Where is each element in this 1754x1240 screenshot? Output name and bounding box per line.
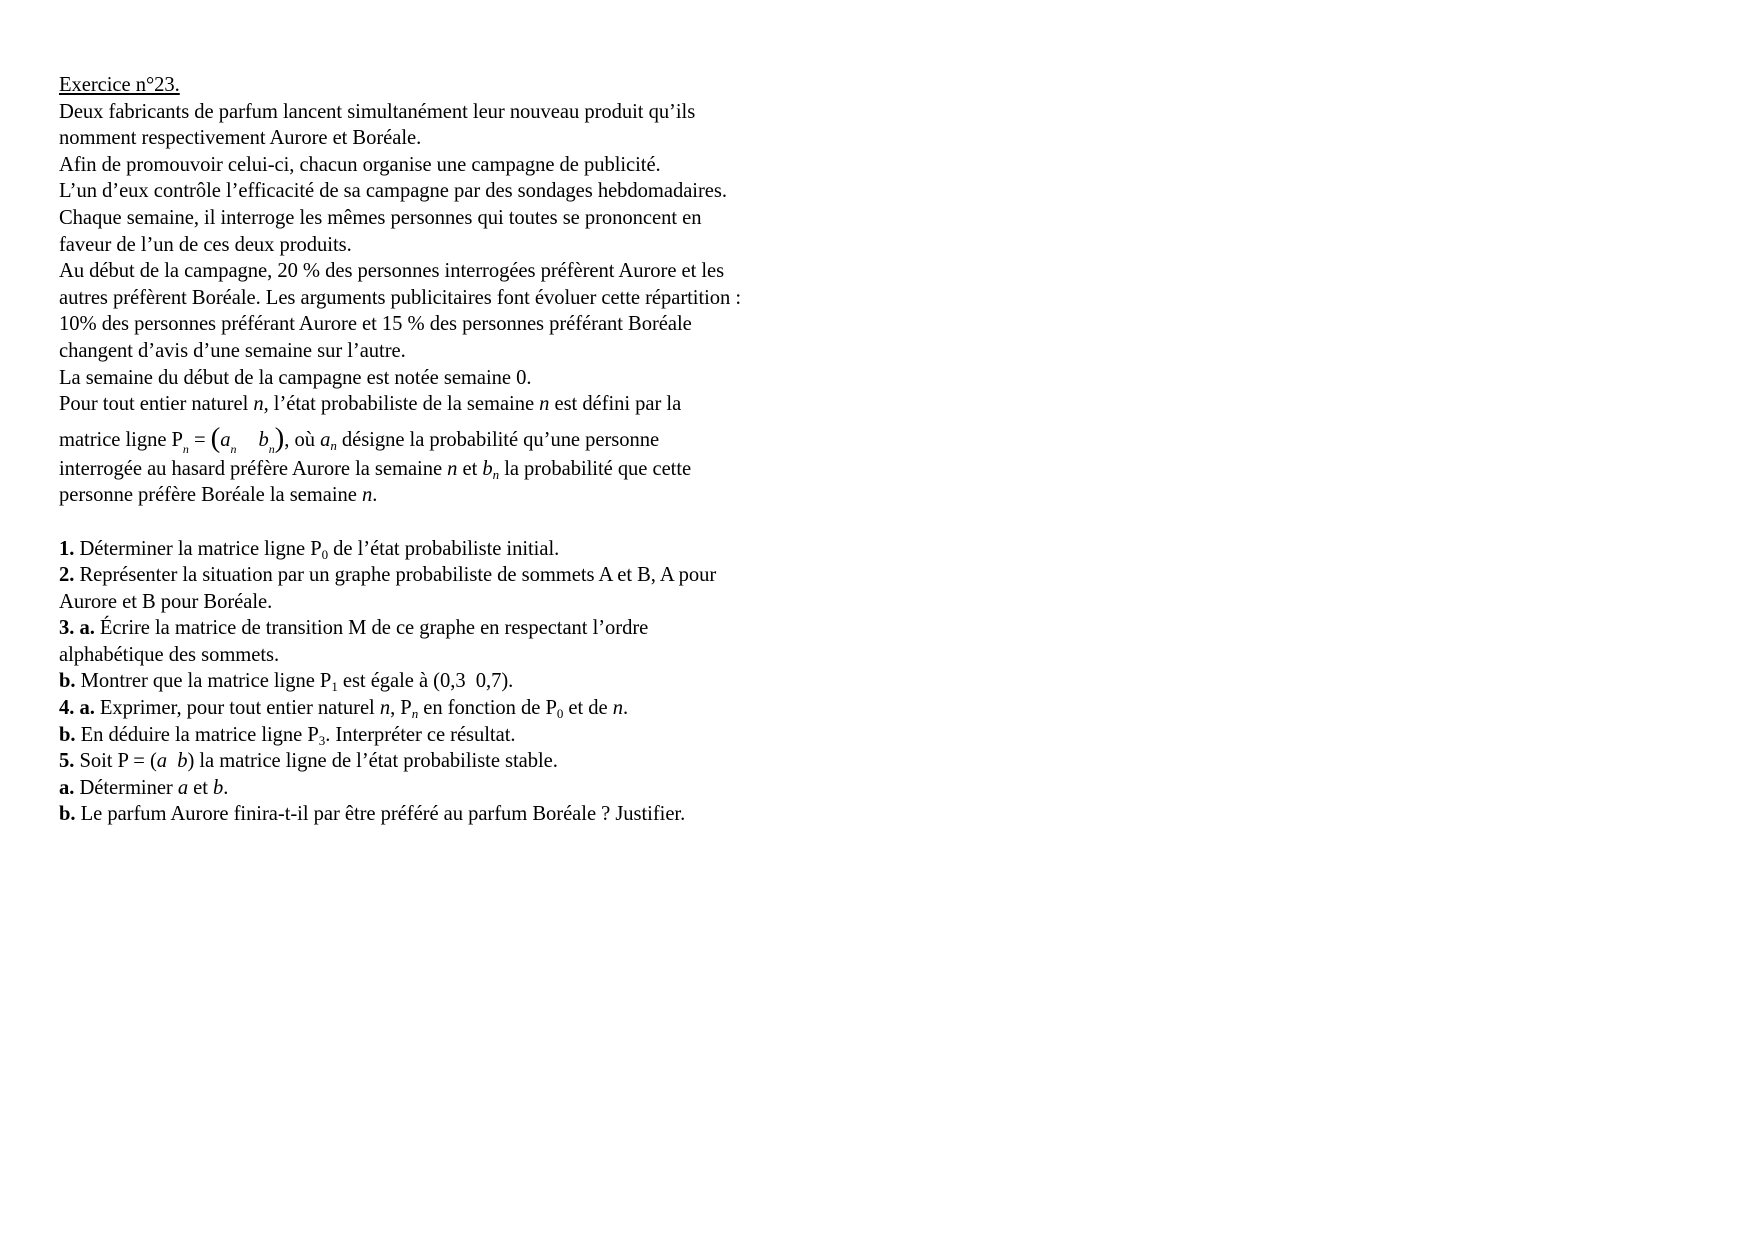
- subscript: 0: [556, 706, 564, 722]
- text-span: .: [622, 697, 629, 720]
- definition-paragraph: [59, 391, 839, 509]
- question-2: [59, 562, 839, 589]
- variable-n: n: [539, 393, 550, 416]
- question-5a: [59, 775, 839, 802]
- matrix-symbol-p: P: [171, 428, 183, 451]
- definition-line: [59, 391, 839, 418]
- subscript: n: [268, 441, 275, 456]
- text-span: Représenter la situation par un graphe probabiliste de sommets A et B, A pour: [74, 564, 717, 587]
- definition-line-matrix: [59, 418, 839, 456]
- text-span: est défini par la: [549, 393, 682, 416]
- variable-b: b: [482, 457, 493, 480]
- question-number: 4. a.: [59, 697, 95, 720]
- left-paren: (: [210, 421, 221, 454]
- subscript: n: [411, 706, 419, 722]
- variable-b: b: [213, 776, 224, 799]
- variable-a: a: [156, 750, 168, 773]
- text-span: Déterminer: [74, 776, 178, 799]
- intro-line: Au début de la campagne, 20 % des personnes interrogées préfèrent Aurore et les: [59, 260, 725, 283]
- text-span: Pour tout entier naturel: [59, 393, 254, 416]
- variable-a: a: [177, 776, 189, 799]
- subscript: 1: [331, 679, 338, 695]
- intro-line: Deux fabricants de parfum lancent simultanément leur nouveau produit qu’ils: [59, 100, 696, 123]
- intro-line: autres préfèrent Boréale. Les arguments publicitaires font évoluer cette répartition :: [59, 286, 742, 309]
- text-span: , où: [284, 428, 321, 451]
- text-span: . Interpréter ce résultat.: [325, 723, 516, 746]
- question-3a-continued: alphabétique des sommets.: [59, 643, 280, 666]
- question-4b: [59, 722, 839, 749]
- question-number: b.: [59, 803, 76, 826]
- variable-n: n: [447, 457, 458, 480]
- question-number: 1.: [59, 537, 75, 560]
- variable-n: n: [253, 393, 264, 416]
- equals-sign: =: [188, 428, 211, 451]
- text-span: et de: [563, 697, 613, 720]
- intro-line: faveur de l’un de ces deux produits.: [59, 233, 352, 256]
- question-number: 2.: [59, 564, 75, 587]
- text-span: Écrire la matrice de transition M de ce graphe en respectant l’ordre: [94, 617, 649, 640]
- variable-n: n: [379, 697, 391, 720]
- text-span: Montrer que la matrice ligne P: [75, 670, 332, 693]
- text-span: .: [372, 484, 378, 507]
- text-span: de l’état probabiliste initial.: [328, 537, 560, 560]
- text-span: ) la matrice ligne de l’état probabiliste stable.: [187, 750, 558, 773]
- question-1: [59, 536, 839, 563]
- text-span: En déduire la matrice ligne P: [75, 723, 319, 746]
- matrix-formula: [171, 421, 285, 456]
- text-span: interrogée au hasard préfère Aurore la semaine: [59, 457, 448, 480]
- exercise-content: [59, 72, 839, 828]
- question-4a: [59, 695, 839, 722]
- question-number: 3. a.: [59, 617, 95, 640]
- intro-line: L’un d’eux contrôle l’efficacité de sa campagne par des sondages hebdomadaires.: [59, 180, 727, 203]
- paragraph-gap: [59, 509, 839, 536]
- subscript: n: [492, 466, 500, 482]
- question-5b: [59, 801, 839, 828]
- subscript: 3: [318, 732, 326, 748]
- variable-a: a: [320, 428, 331, 451]
- question-number: b.: [59, 670, 76, 693]
- variable-n: n: [361, 484, 373, 507]
- intro-line: changent d’avis d’une semaine sur l’autre.: [59, 339, 406, 362]
- intro-line: La semaine du début de la campagne est notée semaine 0.: [59, 366, 532, 389]
- spacer: [167, 750, 177, 772]
- text-span: Déterminer la matrice ligne P: [74, 537, 322, 560]
- question-number: 5.: [59, 750, 75, 773]
- text-span: , P: [390, 697, 412, 720]
- question-number: a.: [59, 776, 75, 799]
- intro-paragraph: [59, 99, 839, 392]
- text-span: Soit P = (: [74, 750, 157, 773]
- right-paren: ): [274, 421, 285, 454]
- variable-a: a: [220, 428, 231, 451]
- text-span: personne préfère Boréale la semaine: [59, 484, 362, 507]
- text-span: et: [188, 776, 214, 799]
- text-span: Exprimer, pour tout entier naturel: [94, 697, 380, 720]
- text-span: est égale à (0,3 0,7).: [337, 670, 514, 693]
- subscript: n: [182, 441, 189, 456]
- text-span: la probabilité que cette: [499, 457, 692, 480]
- question-3b: [59, 668, 839, 695]
- definition-line: [59, 482, 839, 509]
- variable-b: b: [177, 750, 188, 773]
- variable-n: n: [612, 697, 623, 720]
- text-span: Le parfum Aurore finira-t-il par être préféré au parfum Boréale ? Justifier.: [75, 803, 686, 826]
- subscript: 0: [321, 546, 329, 562]
- question-2-continued: Aurore et B pour Boréale.: [59, 590, 273, 613]
- intro-line: Afin de promouvoir celui-ci, chacun organise une campagne de publicité.: [59, 153, 661, 176]
- intro-line: Chaque semaine, il interroge les mêmes personnes qui toutes se prononcent en: [59, 206, 702, 229]
- question-number: b.: [59, 723, 76, 746]
- text-span: matrice ligne: [59, 428, 172, 451]
- exercise-title: Exercice n°23.: [59, 74, 180, 96]
- text-span: désigne la probabilité qu’une personne: [336, 428, 660, 451]
- questions-list: [59, 536, 839, 829]
- text-span: et: [457, 457, 483, 480]
- question-5: [59, 748, 839, 775]
- intro-line: 10% des personnes préférant Aurore et 15 % des personnes préférant Boréale: [59, 313, 692, 336]
- intro-line: nomment respectivement Aurore et Boréale.: [59, 127, 422, 150]
- subscript: n: [330, 437, 337, 453]
- question-3a: [59, 615, 839, 642]
- text-span: en fonction de P: [418, 697, 557, 720]
- variable-b: b: [258, 428, 269, 451]
- text-span: , l’état probabiliste de la semaine: [263, 393, 540, 416]
- subscript: n: [230, 441, 237, 456]
- text-span: .: [223, 776, 229, 799]
- definition-line: [59, 456, 839, 483]
